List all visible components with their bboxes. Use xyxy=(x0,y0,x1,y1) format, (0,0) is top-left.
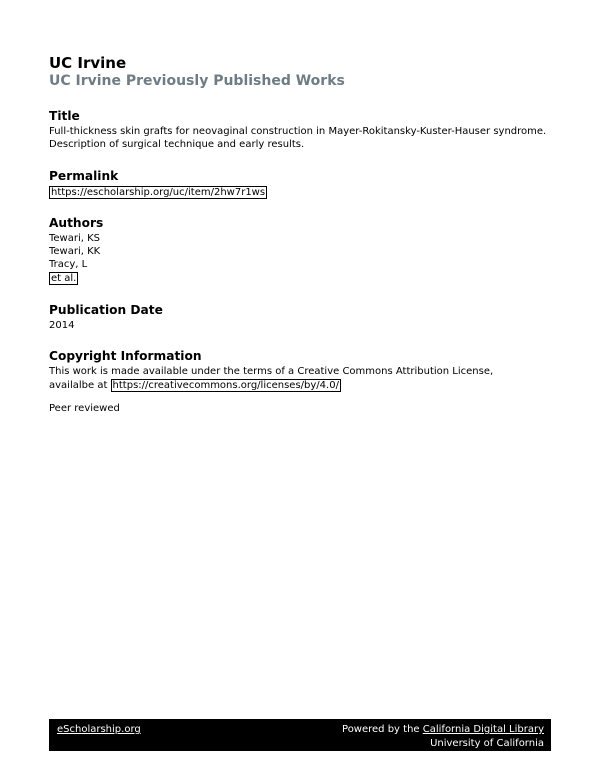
powered-by-line xyxy=(342,723,544,737)
institution-name: UC Irvine xyxy=(49,54,127,72)
author-name: Tewari, KK xyxy=(49,246,101,258)
copyright-text-line1: This work is made available under the terms of a Creative Commons Attribution License, xyxy=(49,366,494,378)
copyright-section xyxy=(49,349,549,393)
peer-reviewed-note: Peer reviewed xyxy=(49,402,120,414)
permalink-section xyxy=(49,169,549,200)
authors-section xyxy=(49,216,549,285)
copyright-text-line2 xyxy=(49,379,549,393)
publication-date-label: Publication Date xyxy=(49,302,163,317)
document-cover xyxy=(49,54,549,416)
publication-date-section xyxy=(49,303,549,333)
license-link[interactable]: https://creativecommons.org/licenses/by/4.0/ xyxy=(112,380,339,392)
footer-bar xyxy=(49,719,551,751)
author-name: Tracy, L xyxy=(49,258,88,270)
permalink-link[interactable]: https://escholarship.org/uc/item/2hw7r1ws xyxy=(51,186,266,198)
cdl-link[interactable]: California Digital Library xyxy=(422,724,544,735)
university-name: University of California xyxy=(430,738,544,749)
escholarship-link[interactable]: eScholarship.org xyxy=(57,724,141,735)
copyright-prefix: availalbe at xyxy=(49,380,111,392)
title-text: Full-thickness skin grafts for neovaginal construction in Mayer-Rokitansky-Kuster-Hauser syndrome. Description of surgical technique and early results. xyxy=(49,126,547,150)
authors-label: Authors xyxy=(49,216,104,231)
publication-date: 2014 xyxy=(49,319,75,331)
et-al-link[interactable]: et al. xyxy=(51,272,77,284)
powered-by-prefix: Powered by the xyxy=(342,724,423,735)
permalink-label: Permalink xyxy=(49,168,119,183)
title-label: Title xyxy=(49,109,80,123)
author-name: Tewari, KS xyxy=(49,233,101,245)
title-section xyxy=(49,109,549,152)
copyright-label: Copyright Information xyxy=(49,349,202,364)
series-name: UC Irvine Previously Published Works xyxy=(49,73,345,89)
